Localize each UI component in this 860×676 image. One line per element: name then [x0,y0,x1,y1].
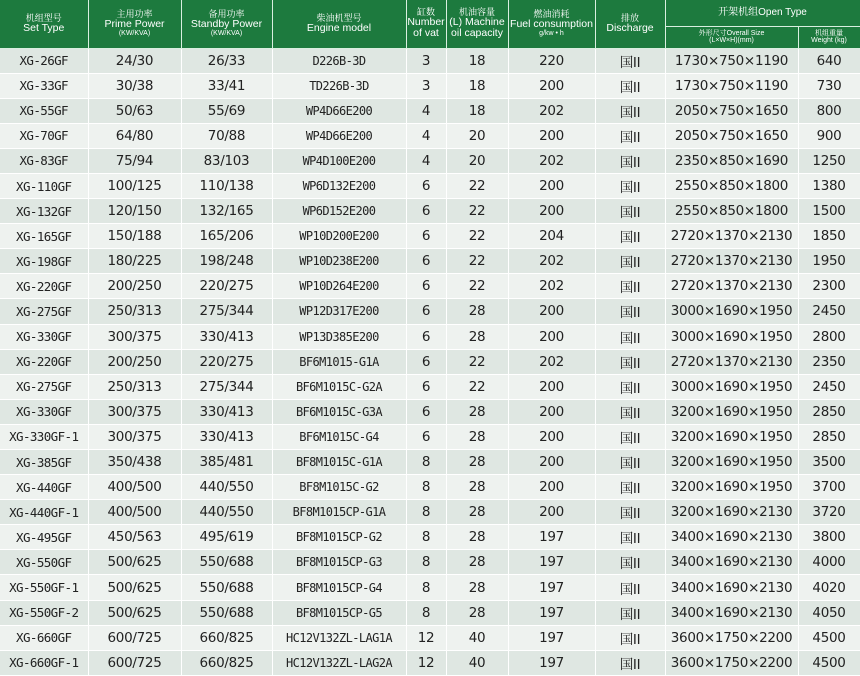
cell-weight: 730 [798,73,860,98]
cell-discharge: 国II [595,324,665,349]
cell-vat: 6 [406,224,446,249]
cell-overall-size: 3400×1690×2130 [665,525,798,550]
cell-oil-capacity: 22 [446,249,508,274]
cell-engine-model: BF6M1015C-G2A [272,374,406,399]
cell-standby-power: 440/550 [181,500,272,525]
cell-overall-size: 3200×1690×1950 [665,399,798,424]
table-row [0,274,860,299]
table-row [0,625,860,650]
cell-prime-power: 500/625 [88,550,181,575]
cell-engine-model: WP6D152E200 [272,199,406,224]
cell-fuel-consumption: 197 [508,550,595,575]
table-row [0,299,860,324]
cell-set-type: XG-440GF-1 [0,500,88,525]
cell-engine-model: BF8M1015CP-G5 [272,600,406,625]
cell-discharge: 国II [595,500,665,525]
cell-engine-model: BF8M1015C-G2 [272,475,406,500]
cell-weight: 1380 [798,173,860,198]
cell-overall-size: 2720×1370×2130 [665,274,798,299]
cell-vat: 6 [406,424,446,449]
cell-standby-power: 132/165 [181,199,272,224]
cell-set-type: XG-110GF [0,173,88,198]
cell-oil-capacity: 22 [446,224,508,249]
cell-overall-size: 3000×1690×1950 [665,374,798,399]
cell-set-type: XG-385GF [0,450,88,475]
cell-discharge: 国II [595,575,665,600]
cell-prime-power: 200/250 [88,349,181,374]
table-row [0,475,860,500]
table-row [0,525,860,550]
cell-weight: 1500 [798,199,860,224]
cell-fuel-consumption: 197 [508,625,595,650]
cell-overall-size: 3200×1690×1950 [665,424,798,449]
cell-set-type: XG-275GF [0,374,88,399]
cell-fuel-consumption: 220 [508,48,595,73]
cell-prime-power: 400/500 [88,475,181,500]
cell-fuel-consumption: 202 [508,98,595,123]
table-row [0,148,860,173]
cell-prime-power: 300/375 [88,399,181,424]
table-row [0,224,860,249]
cell-engine-model: WP12D317E200 [272,299,406,324]
cell-standby-power: 330/413 [181,424,272,449]
cell-weight: 4000 [798,550,860,575]
cell-set-type: XG-198GF [0,249,88,274]
header-overall-size: 外形尺寸Overall Size (L×W×H)(mm) [665,26,798,48]
cell-overall-size: 3000×1690×1950 [665,299,798,324]
cell-vat: 8 [406,500,446,525]
table-row [0,600,860,625]
cell-discharge: 国II [595,399,665,424]
cell-engine-model: TD226B-3D [272,73,406,98]
cell-set-type: XG-330GF-1 [0,424,88,449]
header-fuel: 燃油消耗 Fuel consumption g/kw • h [508,0,595,48]
cell-oil-capacity: 28 [446,500,508,525]
header-oil: 机油容量 (L) Machine oil capacity [446,0,508,48]
cell-engine-model: WP6D132E200 [272,173,406,198]
cell-set-type: XG-165GF [0,224,88,249]
cell-overall-size: 2350×850×1690 [665,148,798,173]
cell-standby-power: 660/825 [181,650,272,675]
cell-overall-size: 3600×1750×2200 [665,625,798,650]
table-row [0,199,860,224]
cell-discharge: 国II [595,73,665,98]
cell-vat: 8 [406,600,446,625]
cell-fuel-consumption: 200 [508,123,595,148]
cell-overall-size: 2720×1370×2130 [665,249,798,274]
cell-prime-power: 600/725 [88,650,181,675]
cell-discharge: 国II [595,224,665,249]
cell-set-type: XG-220GF [0,274,88,299]
cell-discharge: 国II [595,475,665,500]
table-row [0,424,860,449]
cell-oil-capacity: 18 [446,73,508,98]
table-row [0,550,860,575]
cell-discharge: 国II [595,525,665,550]
cell-set-type: XG-440GF [0,475,88,500]
table-row [0,575,860,600]
cell-weight: 4020 [798,575,860,600]
cell-prime-power: 250/313 [88,374,181,399]
cell-weight: 4050 [798,600,860,625]
cell-prime-power: 300/375 [88,324,181,349]
cell-standby-power: 33/41 [181,73,272,98]
cell-discharge: 国II [595,374,665,399]
cell-standby-power: 550/688 [181,550,272,575]
cell-fuel-consumption: 197 [508,650,595,675]
cell-standby-power: 275/344 [181,299,272,324]
cell-discharge: 国II [595,650,665,675]
cell-fuel-consumption: 200 [508,450,595,475]
cell-oil-capacity: 28 [446,299,508,324]
table-row [0,399,860,424]
cell-discharge: 国II [595,625,665,650]
cell-engine-model: WP10D238E200 [272,249,406,274]
cell-overall-size: 2720×1370×2130 [665,349,798,374]
header-open-type: 开架机组Open Type [665,0,860,26]
cell-vat: 6 [406,173,446,198]
cell-vat: 12 [406,650,446,675]
header-vat: 缸数 Number of vat [406,0,446,48]
cell-prime-power: 500/625 [88,575,181,600]
cell-prime-power: 300/375 [88,424,181,449]
cell-weight: 640 [798,48,860,73]
cell-set-type: XG-660GF-1 [0,650,88,675]
cell-fuel-consumption: 202 [508,274,595,299]
cell-standby-power: 55/69 [181,98,272,123]
cell-overall-size: 2050×750×1650 [665,98,798,123]
cell-oil-capacity: 28 [446,525,508,550]
cell-weight: 2850 [798,399,860,424]
cell-oil-capacity: 22 [446,274,508,299]
cell-oil-capacity: 28 [446,575,508,600]
cell-fuel-consumption: 200 [508,399,595,424]
cell-standby-power: 330/413 [181,399,272,424]
cell-engine-model: BF8M1015CP-G2 [272,525,406,550]
cell-fuel-consumption: 200 [508,73,595,98]
cell-weight: 4500 [798,625,860,650]
cell-prime-power: 64/80 [88,123,181,148]
cell-prime-power: 180/225 [88,249,181,274]
cell-set-type: XG-26GF [0,48,88,73]
cell-vat: 6 [406,249,446,274]
cell-standby-power: 165/206 [181,224,272,249]
cell-overall-size: 2550×850×1800 [665,199,798,224]
cell-discharge: 国II [595,148,665,173]
cell-oil-capacity: 22 [446,374,508,399]
cell-overall-size: 3200×1690×2130 [665,500,798,525]
cell-overall-size: 3400×1690×2130 [665,600,798,625]
cell-oil-capacity: 22 [446,173,508,198]
cell-discharge: 国II [595,173,665,198]
cell-vat: 3 [406,73,446,98]
cell-weight: 800 [798,98,860,123]
cell-prime-power: 400/500 [88,500,181,525]
cell-engine-model: BF6M1015-G1A [272,349,406,374]
cell-discharge: 国II [595,550,665,575]
cell-standby-power: 495/619 [181,525,272,550]
header-discharge: 排放 Discharge [595,0,665,48]
table-row [0,374,860,399]
cell-overall-size: 3400×1690×2130 [665,575,798,600]
cell-standby-power: 70/88 [181,123,272,148]
cell-overall-size: 2550×850×1800 [665,173,798,198]
cell-set-type: XG-275GF [0,299,88,324]
cell-discharge: 国II [595,299,665,324]
cell-fuel-consumption: 197 [508,600,595,625]
table-row [0,349,860,374]
cell-set-type: XG-55GF [0,98,88,123]
cell-standby-power: 220/275 [181,349,272,374]
cell-oil-capacity: 22 [446,349,508,374]
cell-standby-power: 330/413 [181,324,272,349]
cell-standby-power: 550/688 [181,575,272,600]
cell-prime-power: 30/38 [88,73,181,98]
cell-vat: 8 [406,450,446,475]
cell-set-type: XG-83GF [0,148,88,173]
cell-weight: 3800 [798,525,860,550]
cell-engine-model: BF6M1015C-G4 [272,424,406,449]
cell-weight: 2350 [798,349,860,374]
cell-overall-size: 1730×750×1190 [665,73,798,98]
cell-oil-capacity: 40 [446,650,508,675]
cell-oil-capacity: 40 [446,625,508,650]
cell-discharge: 国II [595,98,665,123]
cell-prime-power: 200/250 [88,274,181,299]
cell-weight: 900 [798,123,860,148]
cell-oil-capacity: 28 [446,399,508,424]
cell-discharge: 国II [595,48,665,73]
cell-engine-model: BF6M1015C-G3A [272,399,406,424]
cell-prime-power: 600/725 [88,625,181,650]
cell-oil-capacity: 28 [446,550,508,575]
cell-fuel-consumption: 200 [508,173,595,198]
cell-fuel-consumption: 200 [508,500,595,525]
cell-prime-power: 75/94 [88,148,181,173]
table-row [0,48,860,73]
header-engine-model: 柴油机型号 Engine model [272,0,406,48]
cell-vat: 3 [406,48,446,73]
cell-fuel-consumption: 202 [508,349,595,374]
cell-set-type: XG-70GF [0,123,88,148]
cell-oil-capacity: 22 [446,199,508,224]
cell-oil-capacity: 28 [446,324,508,349]
cell-vat: 6 [406,374,446,399]
cell-weight: 3500 [798,450,860,475]
cell-oil-capacity: 18 [446,48,508,73]
cell-fuel-consumption: 200 [508,324,595,349]
cell-engine-model: WP13D385E200 [272,324,406,349]
table-row [0,73,860,98]
cell-standby-power: 550/688 [181,600,272,625]
cell-set-type: XG-132GF [0,199,88,224]
table-row [0,173,860,198]
cell-standby-power: 198/248 [181,249,272,274]
cell-prime-power: 100/125 [88,173,181,198]
cell-overall-size: 3200×1690×1950 [665,475,798,500]
cell-prime-power: 120/150 [88,199,181,224]
cell-prime-power: 350/438 [88,450,181,475]
cell-vat: 8 [406,550,446,575]
cell-discharge: 国II [595,123,665,148]
cell-vat: 4 [406,148,446,173]
header-set-type: 机组型号 Set Type [0,0,88,48]
cell-discharge: 国II [595,249,665,274]
cell-weight: 2800 [798,324,860,349]
cell-engine-model: WP4D66E200 [272,123,406,148]
cell-overall-size: 1730×750×1190 [665,48,798,73]
cell-oil-capacity: 20 [446,123,508,148]
cell-fuel-consumption: 197 [508,575,595,600]
cell-set-type: XG-220GF [0,349,88,374]
cell-weight: 3720 [798,500,860,525]
cell-engine-model: BF8M1015C-G1A [272,450,406,475]
cell-oil-capacity: 28 [446,600,508,625]
cell-fuel-consumption: 200 [508,299,595,324]
cell-engine-model: WP10D200E200 [272,224,406,249]
cell-prime-power: 50/63 [88,98,181,123]
cell-fuel-consumption: 200 [508,424,595,449]
cell-vat: 6 [406,324,446,349]
cell-weight: 1250 [798,148,860,173]
cell-standby-power: 26/33 [181,48,272,73]
cell-standby-power: 275/344 [181,374,272,399]
cell-engine-model: D226B-3D [272,48,406,73]
cell-oil-capacity: 18 [446,98,508,123]
cell-weight: 2300 [798,274,860,299]
cell-weight: 1950 [798,249,860,274]
cell-set-type: XG-550GF [0,550,88,575]
cell-vat: 8 [406,575,446,600]
cell-overall-size: 2720×1370×2130 [665,224,798,249]
cell-discharge: 国II [595,274,665,299]
cell-weight: 4500 [798,650,860,675]
cell-fuel-consumption: 200 [508,475,595,500]
table-row [0,650,860,675]
cell-oil-capacity: 28 [446,424,508,449]
cell-overall-size: 3400×1690×2130 [665,550,798,575]
table-row [0,324,860,349]
cell-prime-power: 500/625 [88,600,181,625]
cell-set-type: XG-33GF [0,73,88,98]
cell-set-type: XG-495GF [0,525,88,550]
cell-oil-capacity: 28 [446,475,508,500]
cell-oil-capacity: 20 [446,148,508,173]
table-row [0,450,860,475]
cell-weight: 2850 [798,424,860,449]
cell-vat: 8 [406,475,446,500]
cell-fuel-consumption: 200 [508,199,595,224]
cell-overall-size: 2050×750×1650 [665,123,798,148]
cell-fuel-consumption: 202 [508,148,595,173]
cell-weight: 3700 [798,475,860,500]
cell-overall-size: 3600×1750×2200 [665,650,798,675]
cell-weight: 1850 [798,224,860,249]
table-body [0,48,860,675]
cell-set-type: XG-550GF-2 [0,600,88,625]
table-row [0,500,860,525]
cell-discharge: 国II [595,199,665,224]
cell-vat: 6 [406,349,446,374]
cell-standby-power: 385/481 [181,450,272,475]
cell-engine-model: BF8M1015CP-G4 [272,575,406,600]
cell-engine-model: BF8M1015CP-G3 [272,550,406,575]
table-header [0,0,860,48]
table-row [0,249,860,274]
table-row [0,123,860,148]
cell-engine-model: WP4D66E200 [272,98,406,123]
cell-engine-model: WP4D100E200 [272,148,406,173]
header-prime-power: 主用功率 Prime Power (KW/KVA) [88,0,181,48]
cell-standby-power: 110/138 [181,173,272,198]
cell-vat: 6 [406,199,446,224]
cell-vat: 6 [406,299,446,324]
cell-discharge: 国II [595,349,665,374]
cell-prime-power: 24/30 [88,48,181,73]
header-standby-power: 备用功率 Standby Power (KW/KVA) [181,0,272,48]
cell-engine-model: WP10D264E200 [272,274,406,299]
cell-vat: 6 [406,399,446,424]
cell-discharge: 国II [595,424,665,449]
table-row [0,98,860,123]
cell-oil-capacity: 28 [446,450,508,475]
cell-standby-power: 220/275 [181,274,272,299]
cell-engine-model: HC12V132ZL-LAG1A [272,625,406,650]
cell-overall-size: 3200×1690×1950 [665,450,798,475]
cell-fuel-consumption: 202 [508,249,595,274]
cell-discharge: 国II [595,450,665,475]
cell-discharge: 国II [595,600,665,625]
cell-set-type: XG-330GF [0,399,88,424]
cell-engine-model: HC12V132ZL-LAG2A [272,650,406,675]
cell-set-type: XG-660GF [0,625,88,650]
cell-engine-model: BF8M1015CP-G1A [272,500,406,525]
cell-prime-power: 250/313 [88,299,181,324]
cell-weight: 2450 [798,299,860,324]
cell-fuel-consumption: 200 [508,374,595,399]
cell-vat: 6 [406,274,446,299]
cell-vat: 12 [406,625,446,650]
cell-fuel-consumption: 197 [508,525,595,550]
cell-fuel-consumption: 204 [508,224,595,249]
cell-standby-power: 440/550 [181,475,272,500]
cell-prime-power: 450/563 [88,525,181,550]
cell-vat: 4 [406,123,446,148]
cell-weight: 2450 [798,374,860,399]
cell-standby-power: 660/825 [181,625,272,650]
cell-vat: 4 [406,98,446,123]
cell-vat: 8 [406,525,446,550]
cell-prime-power: 150/188 [88,224,181,249]
cell-set-type: XG-330GF [0,324,88,349]
cell-overall-size: 3000×1690×1950 [665,324,798,349]
cell-set-type: XG-550GF-1 [0,575,88,600]
cell-standby-power: 83/103 [181,148,272,173]
header-weight: 机组重量 Weight (kg) [798,26,860,48]
